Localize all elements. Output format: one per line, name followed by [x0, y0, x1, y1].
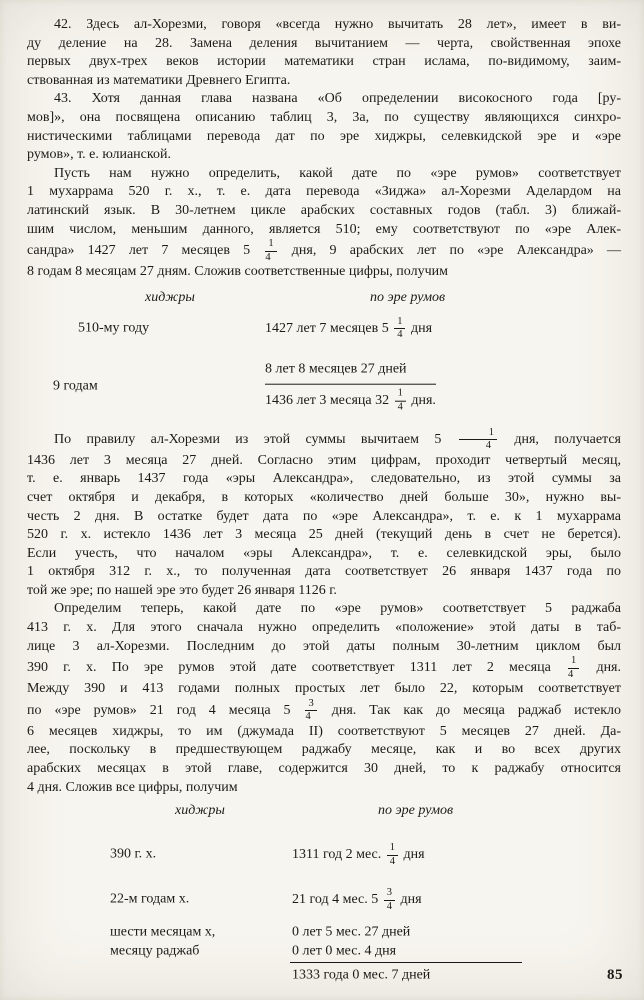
stacked-fraction: $\frac{3}{4}$ — [384, 888, 395, 912]
stacked-fraction: $\frac{1}{4}$ — [395, 389, 406, 413]
text-line: румов», т. е. юлианской. — [27, 147, 171, 163]
table-1-hijra-header: хиджры — [145, 289, 195, 305]
table-row — [27, 833, 621, 877]
text-line: шим числом, меньшим данного, является 510; ему соответствуют по «эре Алек- — [27, 221, 621, 237]
text-line: лице 3 ал-Хорезми. Последним до этой даты полным 30-летним циклом был — [27, 638, 621, 654]
text-line: той же эре; по нашей эре это будет 26 января 1126 г. — [27, 582, 337, 598]
sum-block — [265, 360, 436, 413]
table-1-header-row — [27, 289, 621, 308]
text-line: 390 г. х. По эре румов этой дате соответствует 1311 лет 2 месяца $\frac{1}{4}$ дня. — [27, 655, 621, 680]
text-line: 1 октября 312 г. х., то полученная дата соответствует 26 января 1437 года по — [27, 564, 621, 580]
row-value: 1311 год 2 мес. $\frac{1}{4}$ дня — [292, 842, 425, 867]
stacked-fraction: $\frac{1}{4}$ — [265, 239, 276, 263]
text-line: Пусть нам нужно определить, какой дате по «эре румов» соответствует — [54, 165, 621, 181]
sum-rule-line — [290, 962, 522, 963]
paragraph-example-1 — [27, 165, 621, 282]
text-line: ду деление на 28. Замена деления вычитанием — черта, свойственная эпохе — [27, 35, 621, 51]
text-line: 42. Здесь ал-Хорезми, говоря «всегда нужно вычитать 28 лет», имеет в ви- — [54, 17, 621, 32]
text-line: т. е. январь 1437 года «эры Александра», следовательно, из этой суммы за — [27, 471, 621, 487]
text-line: по «эре румов» 21 год 4 месяца 5 $\frac{3}{4}$ дня. Так как до месяца раджаб истекло — [27, 697, 621, 723]
text-line: По правилу ал-Хорезми из этой суммы вычитаем 5 $\frac{1}{4}$ дня, получается — [54, 426, 621, 452]
sum-result: 1333 года 0 мес. 7 дней — [292, 967, 431, 983]
text-line: сандра» 1427 лет 7 месяцев 5 $\frac{1}{4}$ дня, 9 арабских лет по «эре Александра» — — [27, 238, 621, 263]
table-row — [27, 350, 621, 424]
text-line: 520 г. х. истекло 1436 лет 3 месяца 25 дней (текущий день в счет не берется). — [27, 527, 621, 543]
text-line: первых двух-трех веков истории математики стран ислама, по-видимому, заим- — [27, 54, 621, 70]
text-line: 1 мухаррама 520 г. х., т. е. дата перевода «Зиджа» ал-Хорезми Аделардом на — [27, 184, 621, 200]
paragraph-rule-explanation — [27, 428, 621, 601]
stacked-fraction: $\frac{1}{4}$ — [459, 428, 497, 452]
row-label: шести месяцам х, — [110, 924, 216, 940]
sum-result: 1436 лет 3 месяца 32 $\frac{1}{4}$ дня. — [265, 388, 436, 413]
paragraph-note-43 — [27, 90, 621, 164]
table-row — [27, 308, 621, 350]
text-line: Между 390 и 413 годами полных простых лет было 22, которым соответствует — [27, 681, 621, 697]
row-label: месяцу раджаб — [110, 943, 200, 959]
stacked-fraction: $\frac{1}{4}$ — [568, 656, 579, 680]
text-line: нистическими таблицами перевода дат по эре хиджры, селевкидской эре и «эре — [27, 128, 621, 144]
stacked-fraction: $\frac{1}{4}$ — [387, 843, 398, 867]
text-line: латинский язык. В 30-летнем цикле арабских составных годов (табл. 3) ближай- — [27, 202, 621, 218]
row-value: 1427 лет 7 месяцев 5 $\frac{1}{4}$ дня — [265, 315, 433, 341]
text-line: 4 дня. Сложив все цифры, получим — [27, 779, 238, 795]
text-line: лее, поскольку в предшествующем раджабу месяце, как и во всех других — [27, 742, 621, 758]
row-label: 390 г. х. — [110, 846, 157, 862]
text-line: 1436 лет 3 месяца 27 дней. Согласно этим цифрам, проходит четвертый месяц, — [27, 452, 621, 468]
text-line: 43. Хотя данная глава названа «Об определении високосного года [ру- — [54, 91, 621, 107]
table-1-rum-header: по эре румов — [370, 289, 446, 305]
text-line: Если учесть, что началом «эры Александра», т. е. селевкидской эры, было — [27, 545, 621, 561]
text-line: ствованная из математики Древнего Египта. — [27, 72, 291, 88]
row-value: 21 год 4 мес. 5 $\frac{3}{4}$ дня — [292, 887, 422, 912]
table-row — [27, 942, 621, 961]
text-line: 8 годам 8 месяцам 27 дням. Сложив соответственные цифры, получим — [27, 264, 448, 280]
text-column — [27, 16, 621, 986]
table-2-header-row — [27, 802, 621, 821]
sum-addend: 8 лет 8 месяцев 27 дней — [265, 360, 436, 385]
conversion-sum-table-2 — [27, 802, 621, 986]
table-row — [27, 877, 621, 923]
paragraph-example-2 — [27, 600, 621, 797]
row-value: 0 лет 0 мес. 4 дня — [292, 943, 397, 959]
row-label: 9 годам — [53, 378, 98, 394]
text-line: счет октября и декабря, в которых «количество дней больше 30», нужно вы- — [27, 489, 621, 505]
row-value: 0 лет 5 мес. 27 дней — [292, 924, 411, 940]
row-label: 22-м годам х. — [110, 891, 190, 907]
paragraph-note-42 — [27, 16, 621, 90]
text-line: честь 2 дня. В остатке будет дата по «эре Александра», т. е. к 1 мухаррама — [27, 508, 621, 524]
table-2-hijra-header: хиджры — [175, 803, 225, 819]
text-line: Определим теперь, какой дате по «эре румов» соответствует 5 раджаба — [54, 601, 621, 617]
row-label: 510-му году — [78, 320, 150, 336]
text-line: 413 г. х. Для этого сначала нужно определить «положение» этой даты в таб- — [27, 620, 621, 636]
table-2-rum-header: по эре румов — [378, 803, 454, 819]
stacked-fraction: $\frac{3}{4}$ — [305, 699, 316, 723]
table-total-row — [27, 965, 621, 986]
text-line: мов]», она посвящена описанию таблиц 3, 3а, по существу являющихся синхро- — [27, 109, 621, 125]
text-line: арабских месяцах в этой главе, содержится 30 дней, то к раджабу относится — [27, 761, 621, 777]
conversion-sum-table-1 — [27, 289, 621, 424]
table-row — [27, 923, 621, 942]
stacked-fraction: $\frac{1}{4}$ — [394, 317, 405, 341]
page-number: 85 — [607, 967, 623, 983]
text-line: 6 месяцев хиджры, то им (джумада II) соответствуют 5 месяцев 27 дней. Да- — [27, 723, 621, 739]
